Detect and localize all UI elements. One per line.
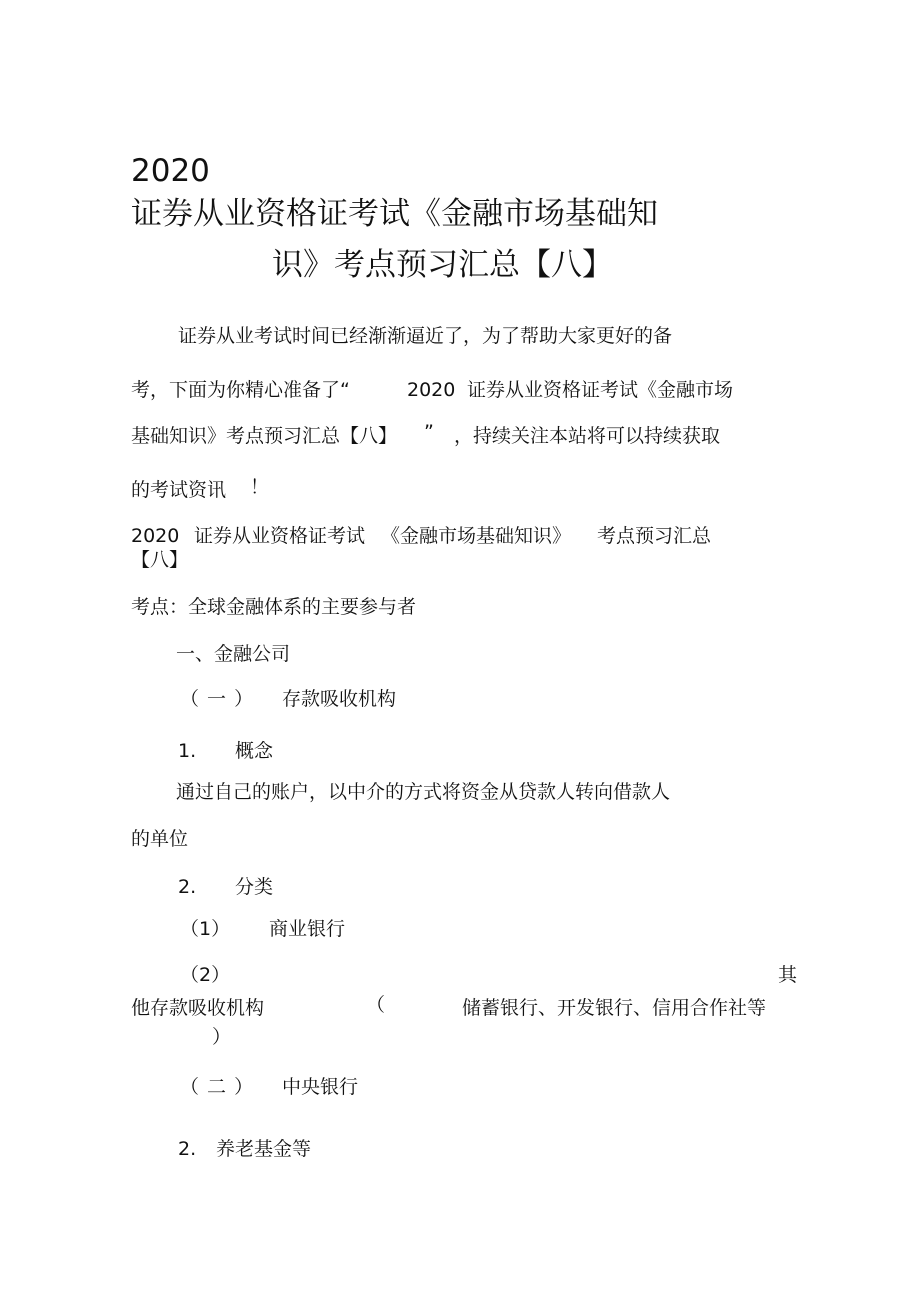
intro-line-2c: 证券从业资格证考试《金融市场 [467, 379, 734, 401]
sub-2-label: 中央银行 [282, 1076, 359, 1098]
intro-line-3b: ” [424, 421, 434, 443]
class-1-marker: （1） [180, 918, 231, 940]
intro-line-1: 证券从业考试时间已经渐渐逼近了，为了帮助大家更好的备 [178, 325, 673, 347]
intro-line-3a: 基础知识》考点预习汇总【八】 [131, 425, 398, 447]
class-2-examples: 储蓄银行、开发银行、信用合作社等 [462, 997, 767, 1019]
heading-part-c: 考点预习汇总 [597, 525, 712, 547]
sub-2-marker: （ 二 ） [180, 1076, 255, 1098]
sub-1-label: 存款吸收机构 [282, 688, 397, 710]
intro-line-2a: 考，下面为你精心准备了“ [131, 379, 350, 401]
item-2-label: 分类 [235, 876, 274, 898]
intro-line-3c: ，持续关注本站将可以持续获取 [454, 425, 721, 447]
intro-line-2b: 2020 [407, 379, 456, 401]
section-1-heading: 一、金融公司 [176, 643, 291, 665]
kaodian-line: 考点：全球金融体系的主要参与者 [131, 596, 417, 618]
item-1-number: 1. [178, 740, 197, 762]
heading-part-a: 证券从业资格证考试 [194, 525, 366, 547]
concept-line-1: 通过自己的账户，以中介的方式将资金从贷款人转向借款人 [176, 781, 671, 803]
class-2-close-paren: ） [212, 1026, 232, 1048]
class-2-label: 他存款吸收机构 [131, 997, 265, 1019]
item-3-label: 养老基金等 [216, 1138, 312, 1160]
item-2-number: 2. [178, 876, 197, 898]
title-line-2: 识》考点预习汇总【八】 [272, 247, 613, 283]
title-year: 2020 [131, 153, 210, 189]
item-3-number: 2. [178, 1138, 197, 1160]
intro-line-4b: ！ [250, 476, 270, 498]
concept-line-2: 的单位 [131, 828, 189, 850]
class-1-label: 商业银行 [269, 918, 346, 940]
item-1-label: 概念 [235, 740, 274, 762]
heading-part-d: 【八】 [131, 549, 189, 571]
intro-line-4a: 的考试资讯 [131, 479, 227, 501]
class-2-marker: （2） [180, 964, 231, 986]
title-line-1: 证券从业资格证考试《金融市场基础知 [131, 196, 658, 232]
heading-year: 2020 [131, 525, 180, 547]
heading-part-b: 《金融市场基础知识》 [381, 525, 572, 547]
class-2-open-paren: （ [366, 994, 386, 1016]
sub-1-marker: （ 一 ） [180, 688, 255, 710]
class-2-qi: 其 [778, 964, 798, 986]
